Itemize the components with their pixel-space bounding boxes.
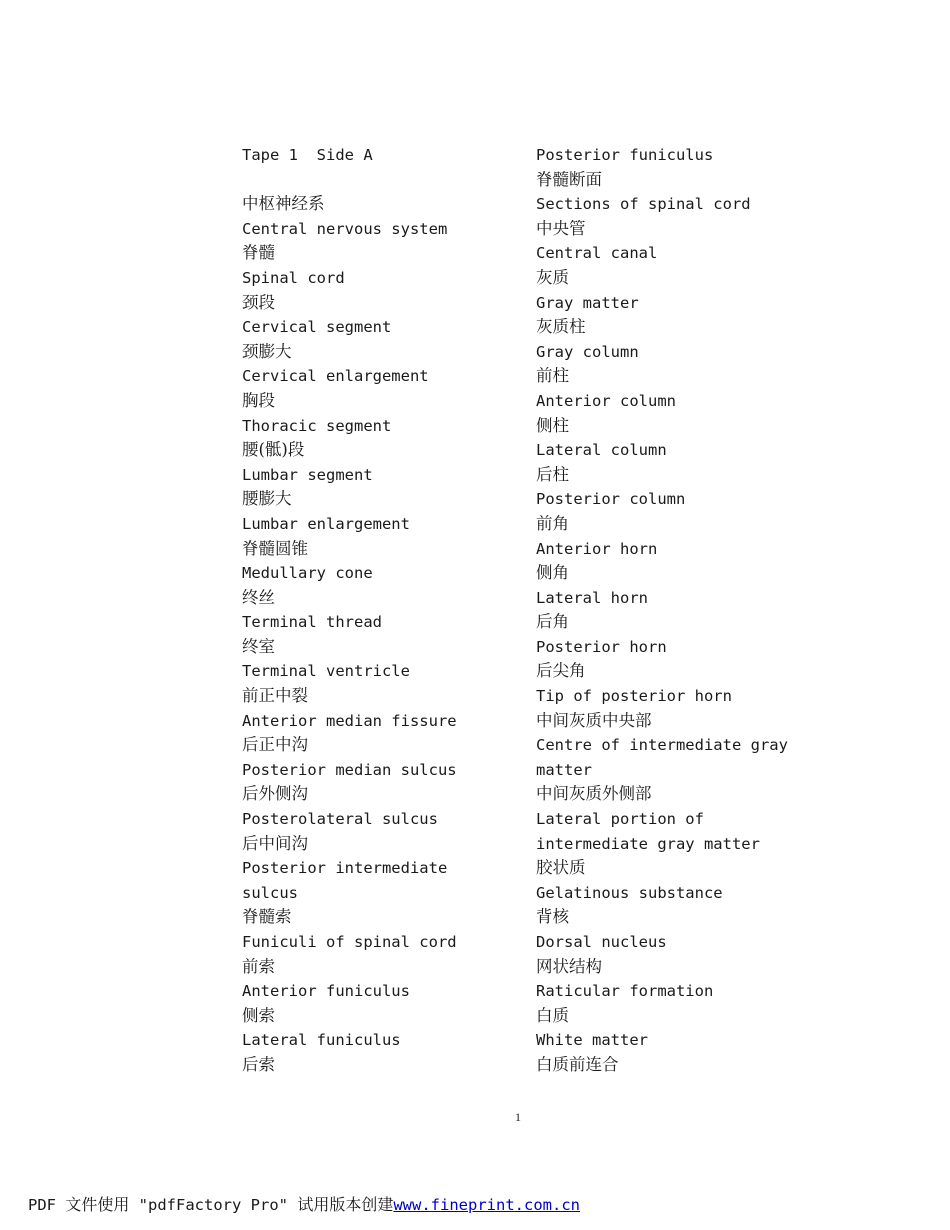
chinese-term: 胶状质	[536, 858, 586, 878]
chinese-term: 前角	[536, 513, 569, 533]
english-term: Lumbar segment	[242, 465, 373, 484]
chinese-term: 前索	[242, 956, 275, 976]
english-term: Lateral portion of	[536, 810, 704, 829]
english-term: Terminal ventricle	[242, 662, 410, 681]
english-term: Anterior funiculus	[242, 982, 410, 1001]
english-term: Cervical enlargement	[242, 367, 429, 386]
english-term: Sections of spinal cord	[536, 195, 751, 214]
chinese-term: 后外侧沟	[242, 784, 308, 804]
chinese-term: 脊髓圆锥	[242, 538, 308, 558]
chinese-term: 后索	[242, 1054, 275, 1074]
footer-link[interactable]: www.fineprint.com.cn	[393, 1196, 580, 1214]
chinese-term: 后中间沟	[242, 833, 308, 853]
english-term: Spinal cord	[242, 268, 345, 287]
english-term: Thoracic segment	[242, 416, 392, 435]
chinese-term: 中央管	[536, 218, 586, 238]
chinese-term: 颈段	[242, 292, 275, 312]
english-term: Posterior funiculus	[536, 146, 714, 164]
chinese-term: 脊髓断面	[536, 169, 602, 189]
chinese-term: 中枢神经系	[242, 194, 325, 214]
english-term: sulcus	[242, 883, 298, 902]
chinese-term: 终室	[242, 636, 275, 656]
english-term: Posterolateral sulcus	[242, 810, 438, 829]
chinese-term: 灰质柱	[536, 317, 586, 337]
chinese-term: 中间灰质外侧部	[536, 784, 652, 804]
chinese-term: 背核	[536, 907, 569, 927]
english-term: Lateral horn	[536, 588, 648, 607]
chinese-term: 脊髓索	[242, 907, 292, 927]
blank-line	[242, 168, 522, 193]
english-term: intermediate gray matter	[536, 834, 760, 853]
chinese-term: 终丝	[242, 587, 275, 607]
footer-product: "pdfFactory Pro"	[129, 1196, 298, 1214]
chinese-term: 胸段	[242, 390, 275, 410]
english-term: Anterior median fissure	[242, 711, 457, 730]
chinese-term: 后正中沟	[242, 735, 308, 755]
page-number: 1	[515, 1110, 521, 1124]
english-term: Central nervous system	[242, 219, 448, 238]
english-term: Centre of intermediate gray	[536, 736, 788, 755]
chinese-term: 前柱	[536, 366, 569, 386]
english-term: Central canal	[536, 244, 658, 263]
english-term: Gray column	[536, 342, 639, 361]
footer-zh-text-1: 文件使用	[65, 1195, 130, 1214]
chinese-term: 中间灰质中央部	[536, 710, 652, 730]
chinese-term: 脊髓	[242, 243, 275, 263]
footer-prefix: PDF	[28, 1196, 66, 1214]
english-term: Cervical segment	[242, 318, 392, 337]
english-term: Posterior horn	[536, 637, 667, 656]
chinese-term: 后尖角	[536, 661, 586, 681]
chinese-term: 侧角	[536, 563, 569, 583]
right-column	[536, 143, 836, 1078]
chinese-term: 网状结构	[536, 956, 602, 976]
english-term: Lumbar enlargement	[242, 514, 410, 533]
chinese-term: 侧柱	[536, 415, 569, 435]
chinese-term: 后角	[536, 612, 569, 632]
english-term: matter	[536, 760, 592, 779]
english-term: Posterior column	[536, 490, 686, 509]
chinese-term: 白质前连合	[536, 1054, 619, 1074]
chinese-term: 白质	[536, 1005, 569, 1025]
chinese-term: 颈膨大	[242, 341, 292, 361]
english-term: Posterior median sulcus	[242, 760, 457, 779]
english-term: Tip of posterior horn	[536, 687, 732, 706]
english-term: Gelatinous substance	[536, 883, 723, 902]
english-term: Anterior column	[536, 391, 676, 410]
pdf-footer	[28, 1192, 580, 1215]
chinese-term: 后柱	[536, 464, 569, 484]
chinese-term: 腰膨大	[242, 489, 292, 509]
english-term: White matter	[536, 1031, 648, 1050]
chinese-term: 侧索	[242, 1005, 275, 1025]
english-term: Funiculi of spinal cord	[242, 933, 457, 951]
english-term: Medullary cone	[242, 564, 373, 583]
english-term: Lateral funiculus	[242, 1031, 401, 1050]
english-term: Raticular formation	[536, 982, 714, 1001]
footer-zh-text-2: 试用版本创建	[297, 1195, 394, 1214]
english-term: Tape 1 Side A	[242, 146, 373, 164]
english-term: Anterior horn	[536, 539, 658, 558]
english-term: Gray matter	[536, 293, 639, 312]
english-term: Lateral column	[536, 441, 667, 460]
chinese-term: 腰(骶)段	[242, 440, 305, 460]
left-column	[242, 143, 522, 1078]
english-term: Dorsal nucleus	[536, 933, 667, 951]
chinese-term: 前正中裂	[242, 686, 308, 706]
english-term: Terminal thread	[242, 613, 382, 632]
chinese-term: 灰质	[536, 267, 569, 287]
english-term: Posterior intermediate	[242, 859, 448, 878]
